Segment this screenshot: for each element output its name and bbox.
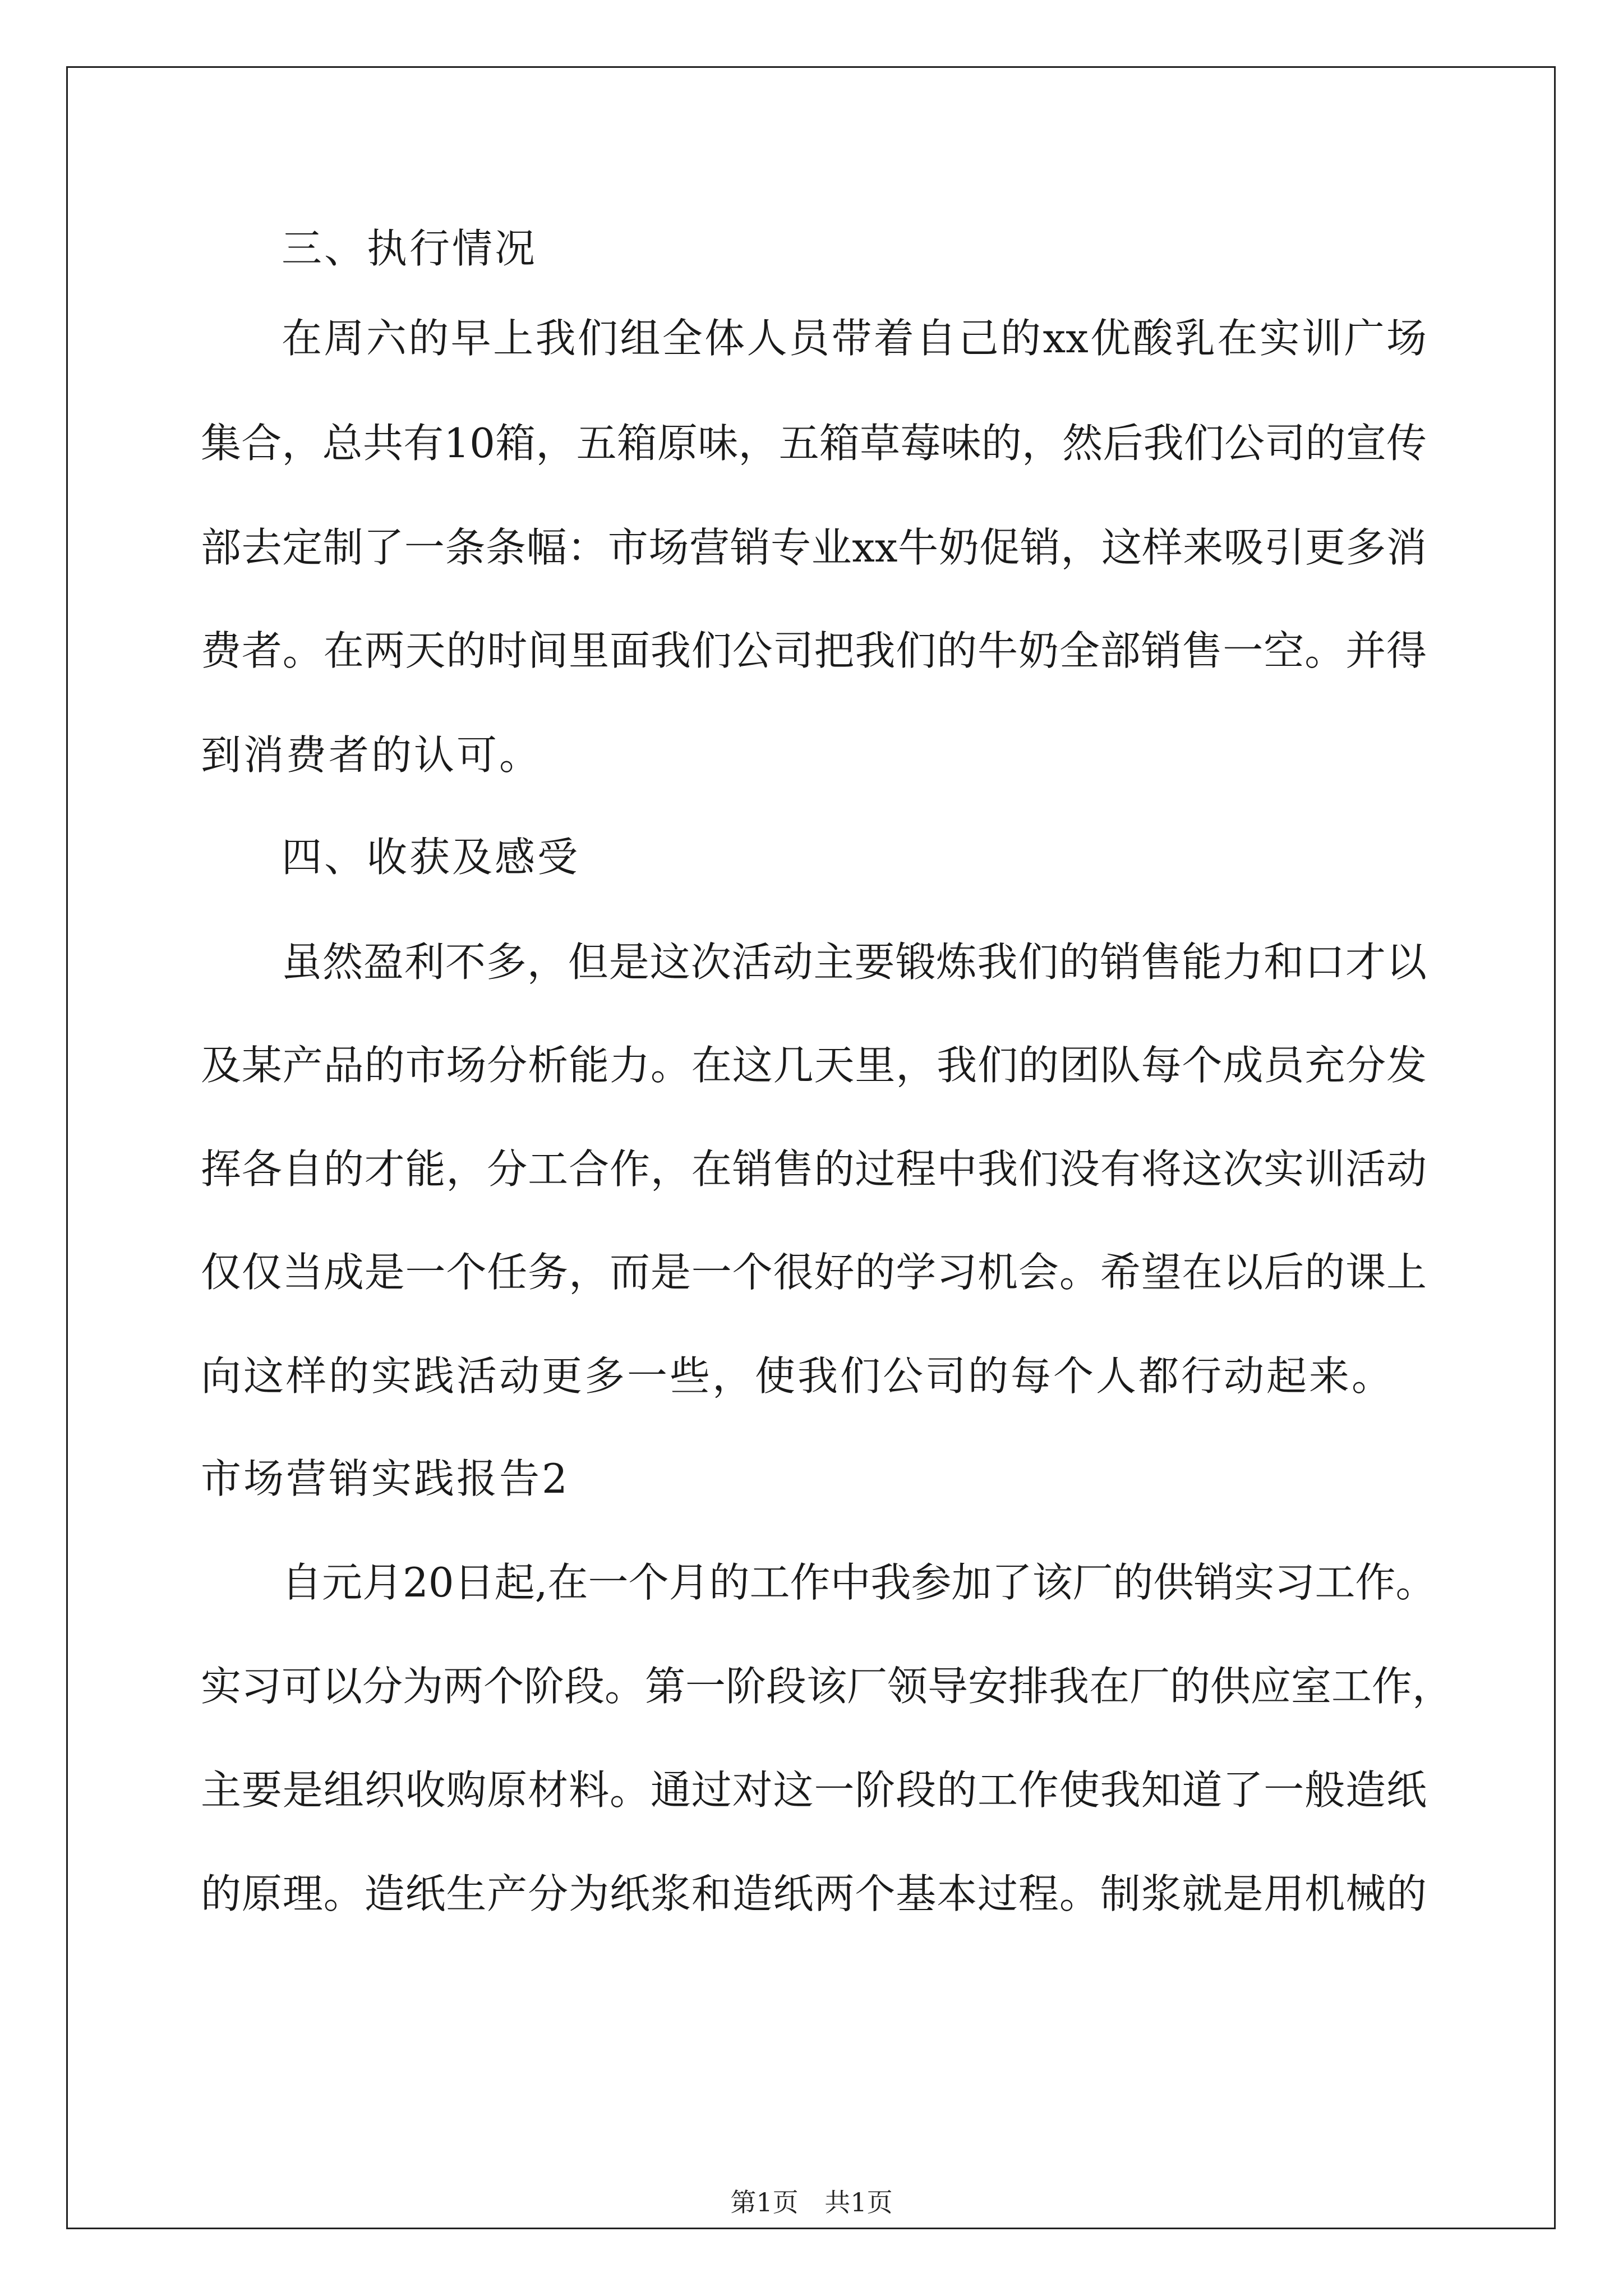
paragraph-line: 虽然盈利不多，但是这次活动主要锻炼我们的销售能力和口才以 (282, 938, 1427, 986)
paragraph-line: 主要是组织收购原材料。通过对这一阶段的工作使我知道了一般造纸 (201, 1766, 1427, 1814)
section-heading-execution: 三、执行情况 (282, 225, 538, 272)
paragraph-line: 集合，总共有10箱，五箱原味，五箱草莓味的，然后我们公司的宣传 (201, 420, 1427, 467)
paragraph-line: 费者。在两天的时间里面我们公司把我们的牛奶全部销售一空。并得 (201, 627, 1427, 674)
paragraph-line: 向这样的实践活动更多一些，使我们公司的每个人都行动起来。 (201, 1352, 1395, 1400)
paragraph-line: 的原理。造纸生产分为纸浆和造纸两个基本过程。制浆就是用机械的 (201, 1870, 1427, 1917)
page-total: 共1页 (824, 2187, 893, 2217)
page-number: 第1页 (730, 2187, 799, 2217)
paragraph-line: 实习可以分为两个阶段。第一阶段该厂领导安排我在厂的供应室工作， (201, 1663, 1453, 1710)
paragraph-line: 仅仅当成是一个任务，而是一个很好的学习机会。希望在以后的课上 (201, 1249, 1427, 1296)
paragraph-line: 部去定制了一条条幅：市场营销专业xx牛奶促销，这样来吸引更多消 (201, 524, 1427, 571)
page-footer (0, 2185, 1623, 2219)
report-title: 市场营销实践报告2 (201, 1455, 570, 1502)
paragraph-line: 自元月20日起,在一个月的工作中我参加了该厂的供销实习工作。 (282, 1559, 1436, 1606)
paragraph-line: 挥各自的才能，分工合作，在销售的过程中我们没有将这次实训活动 (201, 1145, 1427, 1193)
section-heading-harvest: 四、收获及感受 (282, 834, 580, 881)
paragraph-line: 在周六的早上我们组全体人员带着自己的xx优酸乳在实训广场 (282, 315, 1427, 362)
paragraph-line: 到消费者的认可。 (201, 731, 542, 779)
paragraph-line: 及某产品的市场分析能力。在这几天里，我们的团队每个成员充分发 (201, 1042, 1427, 1089)
